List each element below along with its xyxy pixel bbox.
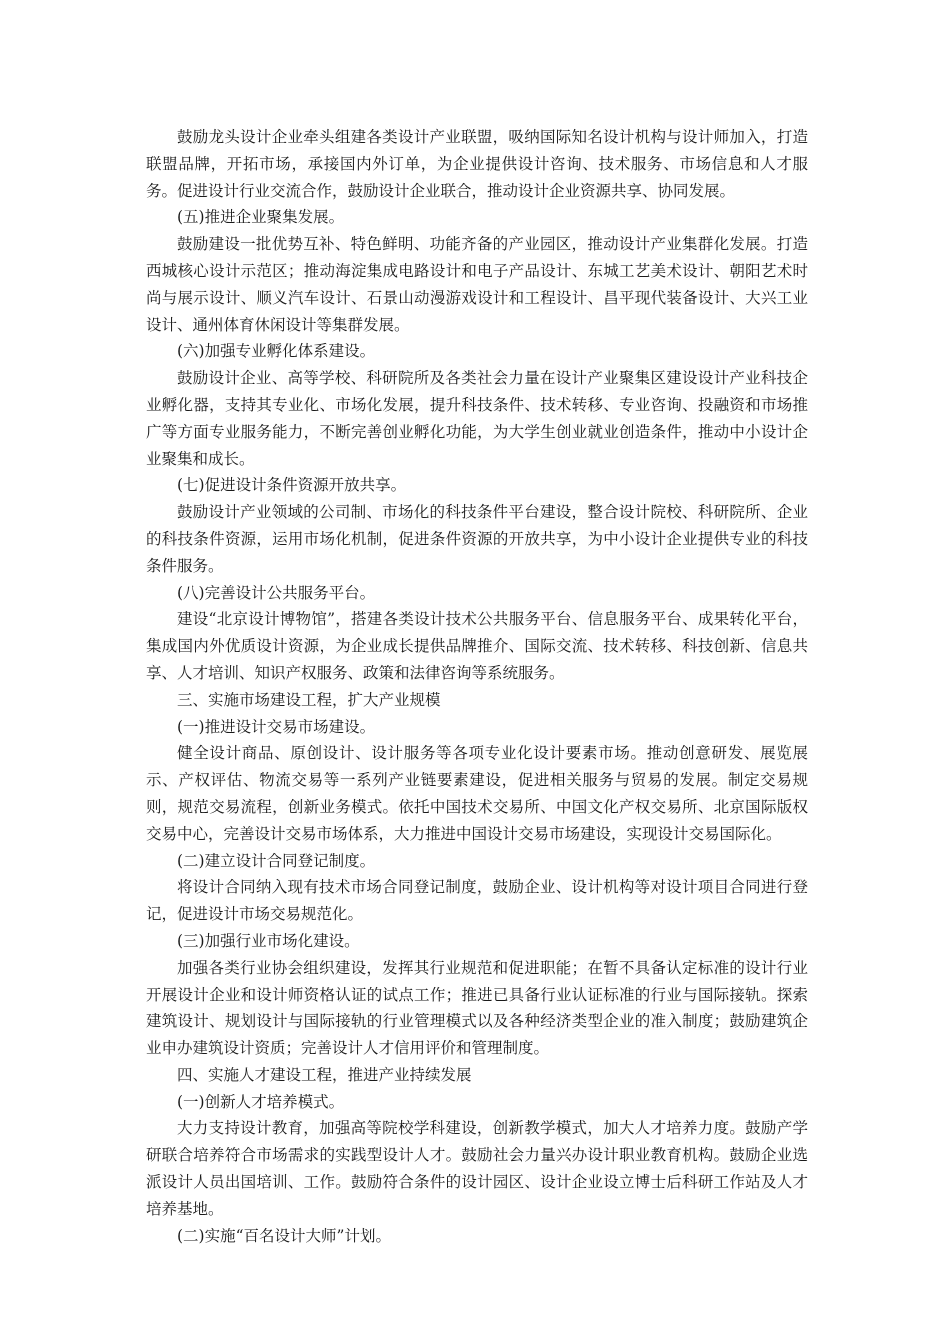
section-heading: (二)建立设计合同登记制度。 — [177, 851, 376, 870]
paragraph: 鼓励设计企业、高等学校、科研院所及各类社会力量在设计产业聚集区建设设计产业科技企业孵化器，支持其专业化、市场化发展，提升科技条件、技术转移、专业咨询、投融资和市场推广等方面专业服务能力，不断完善创业孵化功能，为大学生创业就业创造条件，推动中小设计企业聚集和成长。 — [146, 369, 808, 468]
section-heading: (一)推进设计交易市场建设。 — [177, 717, 376, 736]
document-body — [146, 124, 808, 1249]
paragraph: 将设计合同纳入现有技术市场合同登记制度，鼓励企业、设计机构等对设计项目合同进行登记，促进设计市场交易规范化。 — [146, 878, 808, 924]
section-heading: (三)加强行业市场化建设。 — [177, 931, 360, 950]
chapter-heading: 四、实施人才建设工程，推进产业持续发展 — [177, 1065, 472, 1084]
paragraph: 鼓励龙头设计企业牵头组建各类设计产业联盟，吸纳国际知名设计机构与设计师加入，打造联盟品牌，开拓市场，承接国内外订单，为企业提供设计咨询、技术服务、市场信息和人才服务。促进设计行业交流合作，鼓励设计企业联合，推动设计企业资源共享、协同发展。 — [146, 128, 808, 200]
paragraph: 加强各类行业协会组织建设，发挥其行业规范和促进职能；在暂不具备认定标准的设计行业开展设计企业和设计师资格认证的试点工作；推进已具备行业认证标准的行业与国际接轨。探索建筑设计、规划设计与国际接轨的行业管理模式以及各种经济类型企业的准入制度；鼓励建筑企业申办建筑设计资质；完善设计人才信用评价和管理制度。 — [146, 958, 808, 1058]
paragraph: 鼓励设计产业领域的公司制、市场化的科技条件平台建设，整合设计院校、科研院所、企业的科技条件资源，运用市场化机制，促进条件资源的开放共享，为中小设计企业提供专业的科技条件服务。 — [146, 503, 808, 575]
chapter-heading: 三、实施市场建设工程，扩大产业规模 — [177, 690, 441, 709]
section-heading: (六)加强专业孵化体系建设。 — [177, 342, 376, 361]
section-heading: (一)创新人才培养模式。 — [177, 1092, 345, 1111]
paragraph: 健全设计商品、原创设计、设计服务等各项专业化设计要素市场。推动创意研发、展览展示、产权评估、物流交易等一系列产业链要素建设，促进相关服务与贸易的发展。制定交易规则，规范交易流程，创新业务模式。依托中国技术交易所、中国文化产权交易所、北京国际版权交易中心，完善设计交易市场体系，大力推进中国设计交易市场建设，实现设计交易国际化。 — [146, 744, 808, 843]
section-heading: (二)实施“百名设计大师”计划。 — [177, 1226, 391, 1245]
section-heading: (七)促进设计条件资源开放共享。 — [177, 476, 407, 495]
section-heading: (五)推进企业聚集发展。 — [177, 208, 345, 227]
paragraph: 建设“北京设计博物馆”，搭建各类设计技术公共服务平台、信息服务平台、成果转化平台，集成国内外优质设计资源，为企业成长提供品牌推介、国际交流、技术转移、科技创新、信息共享、人才培训、知识产权服务、政策和法律咨询等系统服务。 — [146, 610, 808, 682]
paragraph: 鼓励建设一批优势互补、特色鲜明、功能齐备的产业园区，推动设计产业集群化发展。打造西城核心设计示范区；推动海淀集成电路设计和电子产品设计、东城工艺美术设计、朝阳艺术时尚与展示设计、顺义汽车设计、石景山动漫游戏设计和工程设计、昌平现代装备设计、大兴工业设计、通州体育休闲设计等集群发展。 — [146, 235, 808, 334]
section-heading: (八)完善设计公共服务平台。 — [177, 583, 376, 602]
paragraph: 大力支持设计教育，加强高等院校学科建设，创新教学模式，加大人才培养力度。鼓励产学研联合培养符合市场需求的实践型设计人才。鼓励社会力量兴办设计职业教育机构。鼓励企业选派设计人员出国培训、工作。鼓励符合条件的设计园区、设计企业设立博士后科研工作站及人才培养基地。 — [146, 1119, 808, 1218]
